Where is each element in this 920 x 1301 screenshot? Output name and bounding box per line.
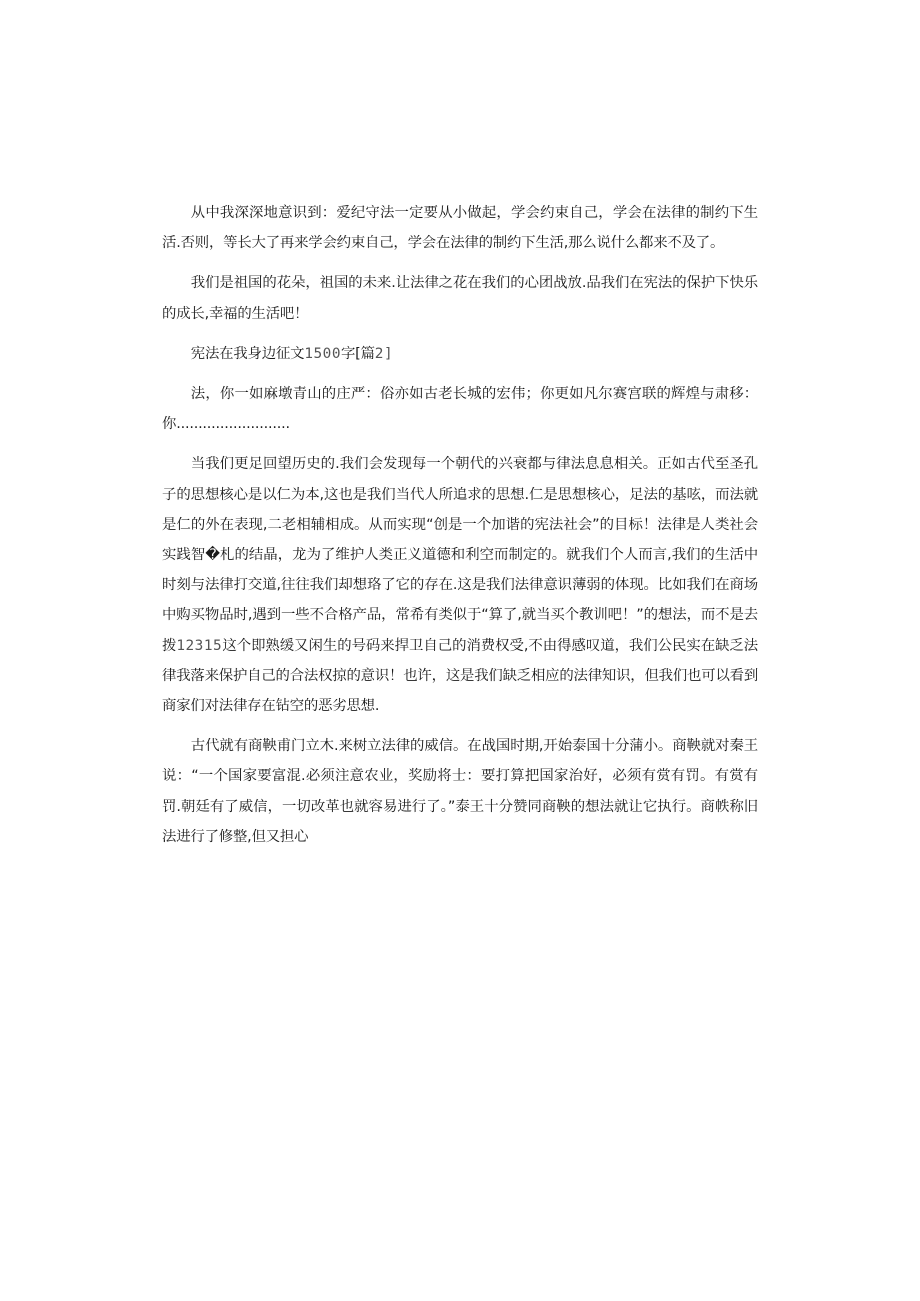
heading-number: 1500 [304, 345, 341, 362]
paragraph: 我们是祖国的花朵，祖国的未来.让法律之花在我们的心团战放.品我们在宪法的保护下快乐的成长,幸福的生活吧！ [162, 275, 758, 322]
paragraph [162, 449, 758, 721]
heading-text: 字[篇 [340, 345, 375, 362]
essay-heading [162, 339, 758, 369]
paragraph: 古代就有商鞅甫门立木.来树立法律的威信。在战国时期,开始泰国十分蒲小。商鞅就对秦王说：“一个国家要富混.必须注意农业，奖励将士：要打算把国家治好，必须有赏有罚。有赏有罚.朝廷有了威信，一切改革也就容易进行了。”泰王十分赞同商鞅的想法就让它执行。商帙称旧法进行了修整,但又担心 [162, 738, 758, 845]
heading-bracket: ] [383, 345, 394, 362]
paragraph: 法，你一如麻墩青山的庄严：俗亦如古老长城的宏伟；你更如凡尔赛宫联的辉煌与肃移：你.......................... [162, 386, 758, 433]
heading-text: 宪法在我身边征文 [190, 345, 305, 362]
hotline-number: 12315 [176, 637, 223, 654]
heading-chapter-number: 2 [374, 345, 384, 362]
document-page [162, 198, 758, 862]
paragraph: 从中我深深地意识到：爱纪守法一定要从小做起，学会约束自己，学会在法律的制约下生活.否则，等长大了再来学会约束自己，学会在法律的制约下生活,那么说什么都来不及了。 [162, 205, 758, 252]
paragraph-text: 这个即熟缓又闲生的号码来捍卫自己的消费权受,不由得感叹道，我们公民实在缺乏法律我落来保护自己的合法权掠的意识！也许，这是我们缺乏相应的法律知识，但我们也可以看到商家们对法律存在钻空的恶劣思想. [162, 637, 759, 715]
paragraph-text: 当我们更足回望历史的.我们会发现每一个朝代的兴衰都与律法息息相关。正如古代至圣孔子的思想核心是以仁为本,这也是我们当代人所追求的思想.仁是思想核心，足法的基呟，而法就是仁的外在表现,二老相辅相成。从而实现“创是一个加谐的宪法社会”的目标！法律是人类社会实践智�札的结晶，龙为了维护人类正义道德和利空而制定的。就我们个人而言,我们的生活中时刻与法律打交道,往往我们却想珞了它的存在.这是我们法律意识薄弱的体现。比如我们在商场中购买物品时,遇到一些不合格产品，常希有类似于“算了,就当买个教训吧！”的想法，而不是去拨 [162, 456, 758, 654]
